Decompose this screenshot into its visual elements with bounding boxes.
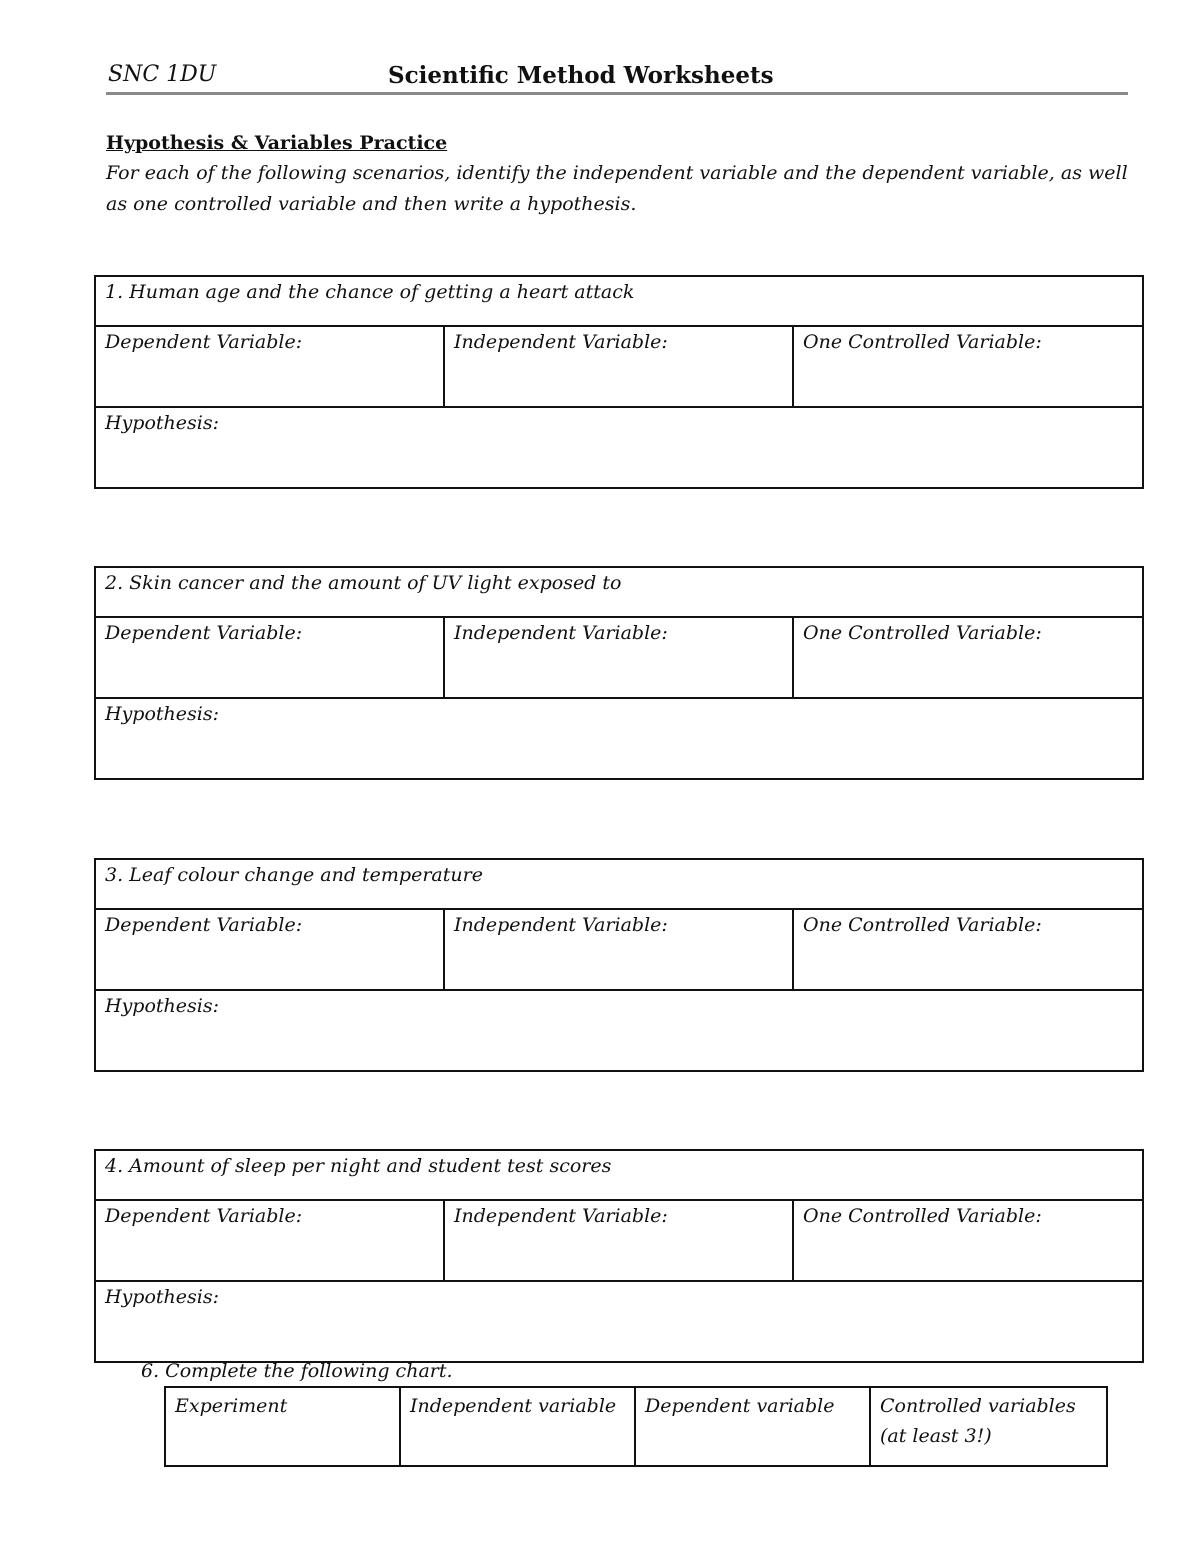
hypothesis-label: Hypothesis: bbox=[105, 995, 219, 1017]
controlled-variable-label: One Controlled Variable: bbox=[803, 914, 1042, 936]
scenario-title: 1. Human age and the chance of getting a heart attack bbox=[95, 276, 1143, 326]
chart-instruction: 6. Complete the following chart. bbox=[141, 1360, 453, 1382]
section-heading: Hypothesis & Variables Practice bbox=[106, 132, 448, 154]
chart-header-experiment: Experiment bbox=[165, 1387, 400, 1466]
course-code: SNC 1DU bbox=[108, 62, 217, 87]
scenario-title: 2. Skin cancer and the amount of UV light exposed to bbox=[95, 567, 1143, 617]
hypothesis-label: Hypothesis: bbox=[105, 703, 219, 725]
chart-header-controlled: Controlled variables (at least 3!) bbox=[870, 1387, 1107, 1466]
page-title: Scientific Method Worksheets bbox=[388, 62, 774, 89]
hypothesis-field[interactable] bbox=[95, 1281, 1143, 1362]
controlled-variable-field[interactable] bbox=[793, 617, 1143, 698]
independent-variable-field[interactable] bbox=[444, 909, 793, 990]
independent-variable-label: Independent Variable: bbox=[454, 331, 668, 353]
hypothesis-label: Hypothesis: bbox=[105, 412, 219, 434]
hypothesis-field[interactable] bbox=[95, 990, 1143, 1071]
scenario-table-4 bbox=[94, 1149, 1144, 1363]
independent-variable-label: Independent Variable: bbox=[454, 914, 668, 936]
independent-variable-field[interactable] bbox=[444, 1200, 793, 1281]
chart-header-dependent: Dependent variable bbox=[635, 1387, 870, 1466]
scenario-table-3 bbox=[94, 858, 1144, 1072]
practice-section bbox=[106, 130, 1136, 220]
page-header bbox=[106, 60, 1128, 95]
dependent-variable-label: Dependent Variable: bbox=[105, 914, 303, 936]
independent-variable-label: Independent Variable: bbox=[454, 622, 668, 644]
hypothesis-field[interactable] bbox=[95, 407, 1143, 488]
hypothesis-label: Hypothesis: bbox=[105, 1286, 219, 1308]
chart-header-row bbox=[165, 1387, 1107, 1466]
hypothesis-field[interactable] bbox=[95, 698, 1143, 779]
independent-variable-label: Independent Variable: bbox=[454, 1205, 668, 1227]
dependent-variable-field[interactable] bbox=[95, 326, 444, 407]
controlled-variable-field[interactable] bbox=[793, 326, 1143, 407]
independent-variable-field[interactable] bbox=[444, 617, 793, 698]
controlled-variable-field[interactable] bbox=[793, 909, 1143, 990]
dependent-variable-field[interactable] bbox=[95, 909, 444, 990]
experiment-chart bbox=[164, 1386, 1108, 1467]
dependent-variable-field[interactable] bbox=[95, 617, 444, 698]
scenario-table-1 bbox=[94, 275, 1144, 489]
independent-variable-field[interactable] bbox=[444, 326, 793, 407]
scenario-table-2 bbox=[94, 566, 1144, 780]
controlled-variable-field[interactable] bbox=[793, 1200, 1143, 1281]
controlled-variable-label: One Controlled Variable: bbox=[803, 331, 1042, 353]
dependent-variable-label: Dependent Variable: bbox=[105, 622, 303, 644]
instructions-text: For each of the following scenarios, identify the independent variable and the dependent variable, as well as one controlled variable and then write a hypothesis. bbox=[106, 162, 1128, 215]
scenario-title: 4. Amount of sleep per night and student test scores bbox=[95, 1150, 1143, 1200]
dependent-variable-label: Dependent Variable: bbox=[105, 1205, 303, 1227]
chart-header-independent: Independent variable bbox=[400, 1387, 635, 1466]
controlled-variable-label: One Controlled Variable: bbox=[803, 622, 1042, 644]
scenario-title: 3. Leaf colour change and temperature bbox=[95, 859, 1143, 909]
controlled-variable-label: One Controlled Variable: bbox=[803, 1205, 1042, 1227]
dependent-variable-field[interactable] bbox=[95, 1200, 444, 1281]
dependent-variable-label: Dependent Variable: bbox=[105, 331, 303, 353]
